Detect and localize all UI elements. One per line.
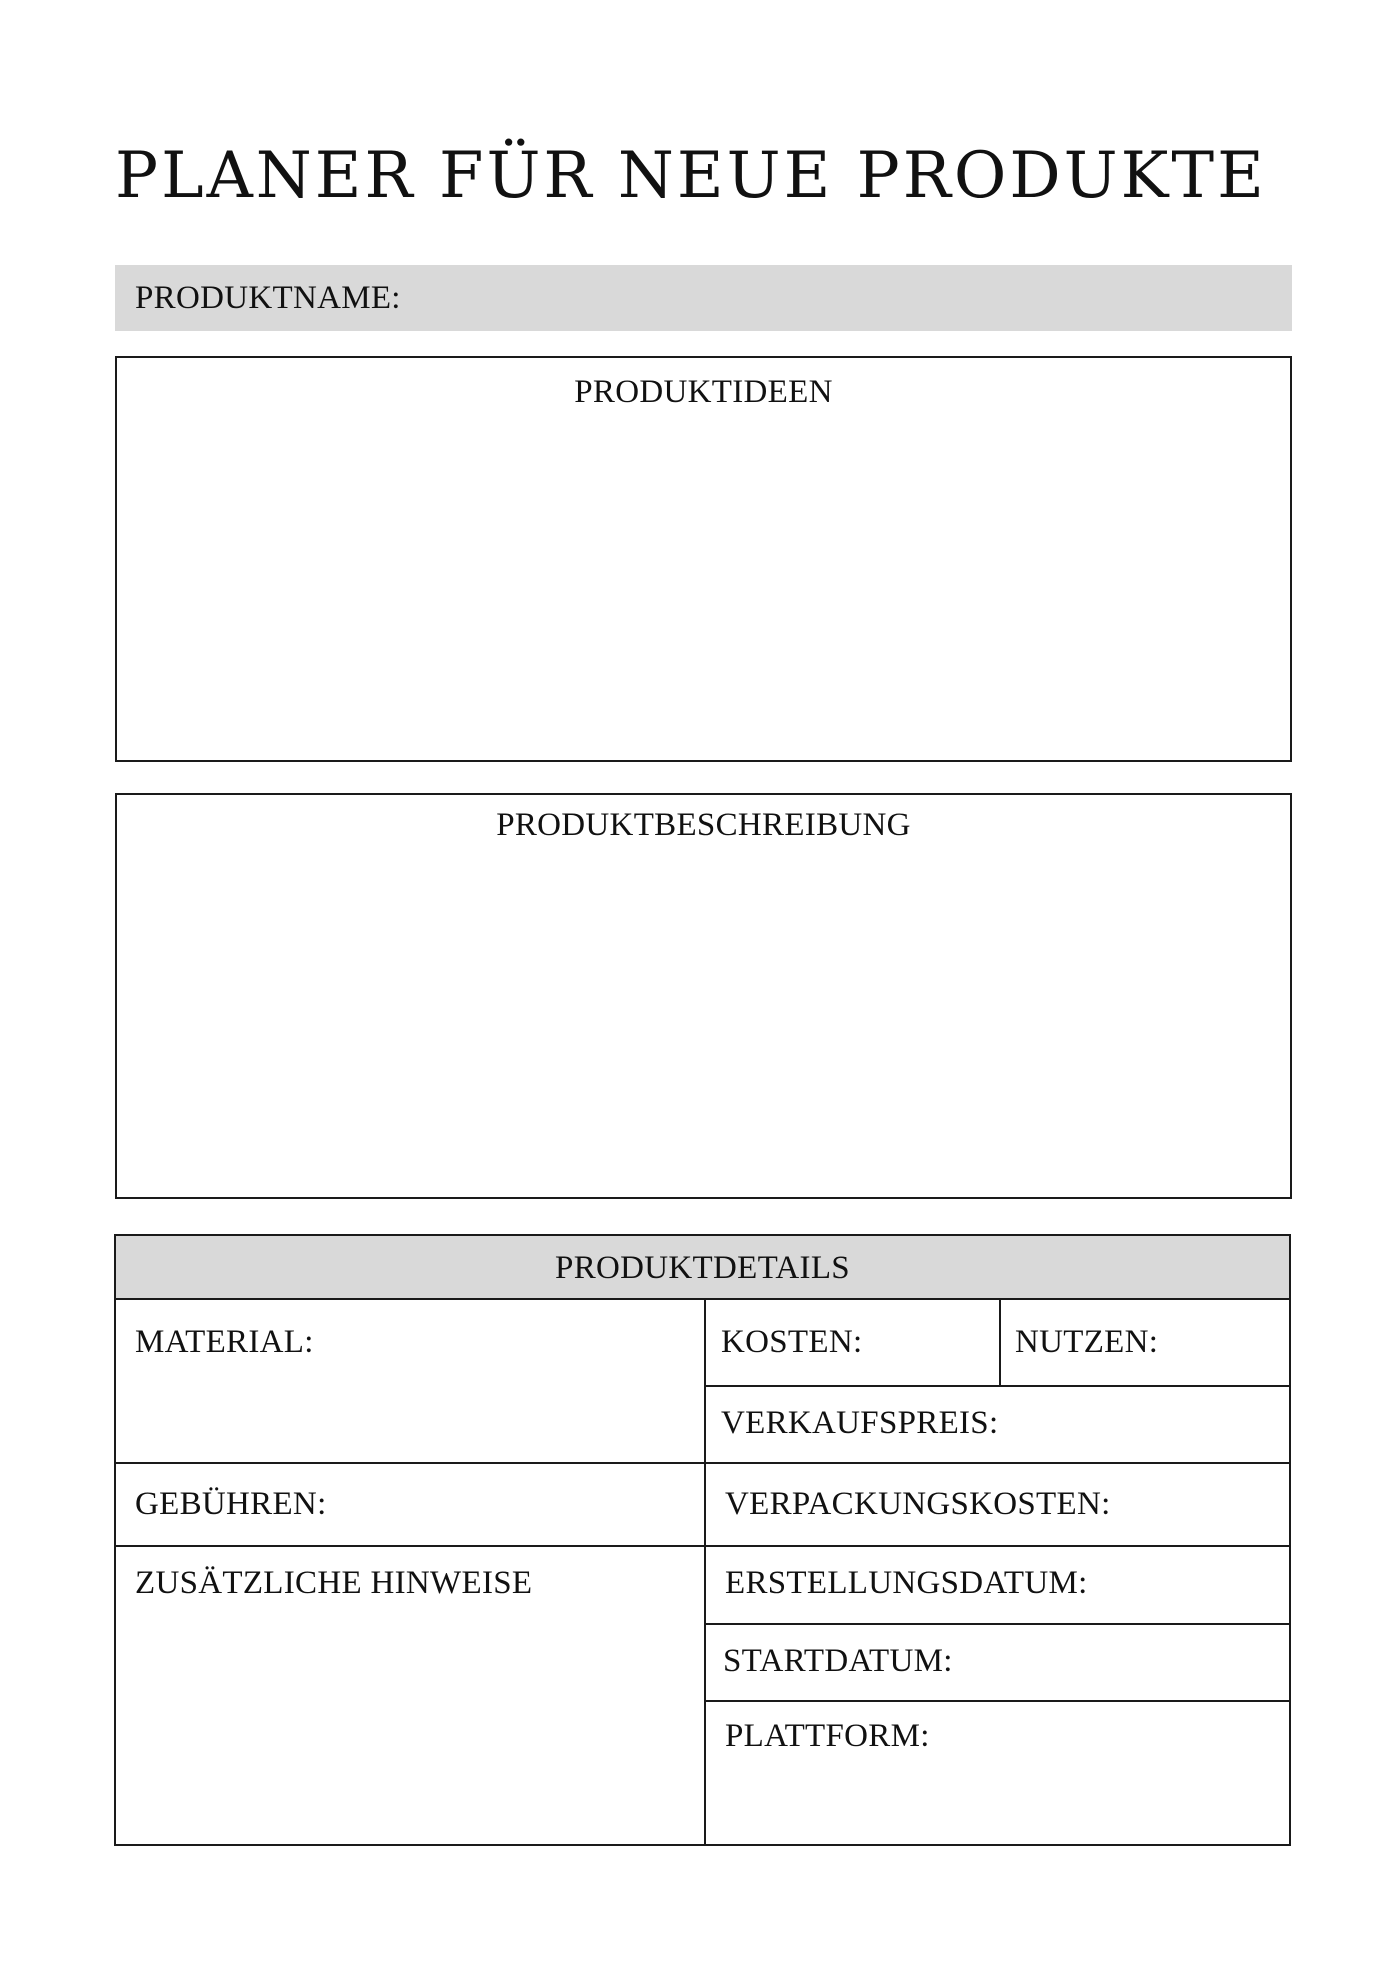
start-date-field-label[interactable]: STARTDATUM:	[723, 1643, 953, 1679]
costs-field-label[interactable]: KOSTEN:	[721, 1324, 863, 1360]
details-divider	[116, 1462, 1291, 1464]
product-ideas-label: PRODUKTIDEEN	[574, 374, 833, 410]
platform-field-label[interactable]: PLATTFORM:	[725, 1718, 930, 1754]
product-details-header	[116, 1236, 1289, 1300]
product-name-label: PRODUKTNAME:	[135, 280, 401, 316]
details-divider-main	[704, 1298, 706, 1844]
fees-field-label[interactable]: GEBÜHREN:	[135, 1486, 327, 1522]
product-description-box[interactable]	[115, 793, 1292, 1199]
material-field-label[interactable]: MATERIAL:	[135, 1324, 314, 1360]
additional-notes-field-label[interactable]: ZUSÄTZLICHE HINWEISE	[135, 1565, 533, 1601]
product-details-title: PRODUKTDETAILS	[555, 1250, 850, 1286]
product-details-table	[114, 1234, 1291, 1846]
sales-price-field-label[interactable]: VERKAUFSPREIS:	[721, 1405, 999, 1441]
product-ideas-box[interactable]	[115, 356, 1292, 762]
creation-date-field-label[interactable]: ERSTELLUNGSDATUM:	[725, 1565, 1088, 1601]
details-divider	[116, 1545, 1291, 1547]
page-title: PLANER FÜR NEUE PRODUKTE	[115, 139, 1267, 213]
details-divider	[704, 1385, 1291, 1387]
details-divider-costs	[999, 1298, 1001, 1386]
packaging-costs-field-label[interactable]: VERPACKUNGSKOSTEN:	[725, 1486, 1111, 1522]
product-description-label: PRODUKTBESCHREIBUNG	[496, 807, 911, 843]
details-divider	[704, 1700, 1291, 1702]
product-name-field[interactable]	[115, 265, 1292, 331]
details-divider	[704, 1623, 1291, 1625]
benefit-field-label[interactable]: NUTZEN:	[1015, 1324, 1159, 1360]
